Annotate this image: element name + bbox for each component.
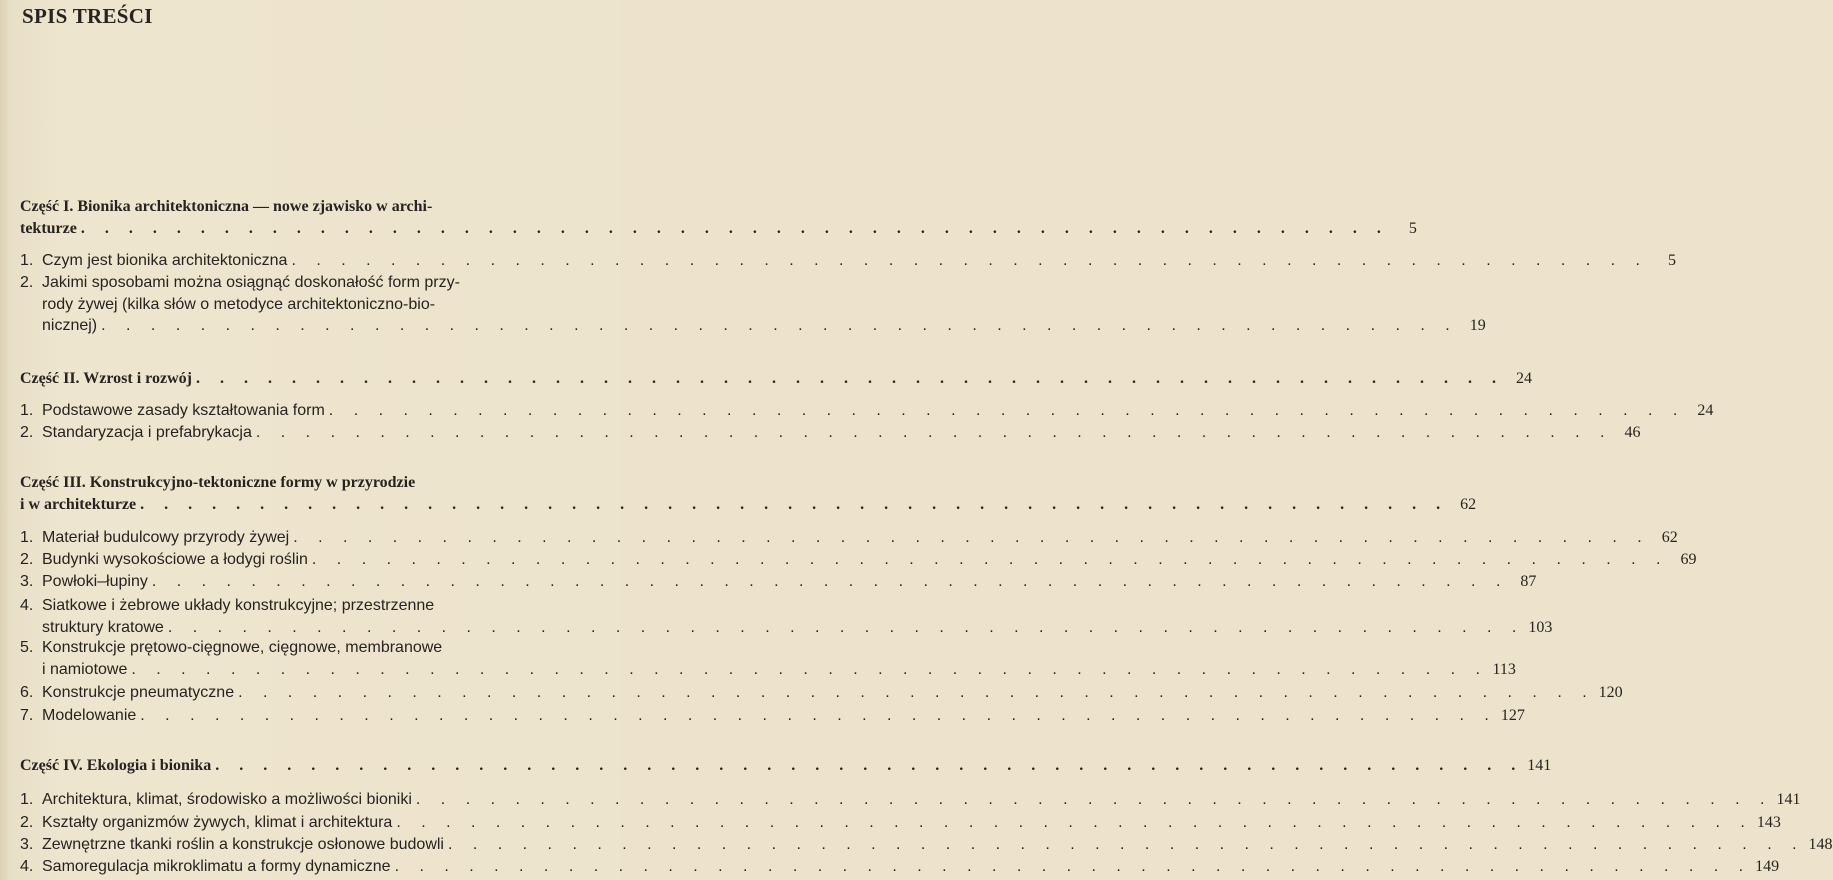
toc-entry[interactable]: 2. Standaryzacja i prefabrykacja . . . 46 [20,422,616,444]
toc-entry[interactable]: 6. Konstrukcje pneumatyczne . . . 120 [20,682,616,704]
toc-entry[interactable]: 4. Samoregulacja mikroklimatu a formy dynamiczne . . . 149 [20,856,616,878]
toc-entry[interactable]: 1. Czym jest bionika architektoniczna . . . 5 [20,250,616,272]
page-number: 113 [1492,660,1516,678]
page-number: 19 [1469,317,1486,334]
page-number: 143 [1756,814,1781,831]
toc-entry[interactable]: 2. Jakimi sposobami można osiągnąć doskonałość form przy- rody żywej (kilka słów o metodyce architektoniczno-bio- nicznej) . . . 19 [20,272,616,337]
page-number: 69 [1680,551,1697,568]
page-number: 127 [1500,707,1525,724]
toc-entry[interactable]: 2. Budynki wysokościowe a łodygi roślin . . . 69 [20,549,616,571]
toc-part-3[interactable]: Część III. Konstrukcyjno-tektoniczne formy w przyrodzie i w architekturze . . . 62 [20,472,616,516]
page-number: 46 [1624,424,1641,441]
page-number: 141 [1776,791,1801,808]
toc-entry[interactable]: 4. Siatkowe i żebrowe układy konstrukcyjne; przestrzenne struktury kratowe . . . 103 [20,595,616,638]
page-number: 5 [1667,252,1676,269]
toc-entry[interactable]: 1. Architektura, klimat, środowisko a możliwości bioniki . . . 141 [20,789,616,811]
toc-part-2[interactable]: Część II. Wzrost i rozwój . . . 24 [20,368,616,390]
dot-leader [81,218,1389,240]
toc-part-4[interactable]: Część IV. Ekologia i bionika . . . 141 [20,755,616,777]
page-number: 24 [1515,370,1532,387]
part-label-line: Część I. Bionika architektoniczna — nowe zjawisko w archi- [20,198,433,215]
page-number: 148 [1808,836,1833,853]
page-number: 141 [1527,757,1552,774]
page-number: 149 [1755,858,1780,875]
page-number: 62 [1661,529,1678,546]
toc-part-1[interactable] [20,196,1417,240]
page-number: 5 [1408,220,1417,237]
toc-entry[interactable]: 2. Kształty organizmów żywych, klimat i architektura . . . 143 [20,812,616,834]
toc-entry[interactable]: 3. Zewnętrzne tkanki roślin a konstrukcje osłonowe budowli . . . 148 [20,834,616,856]
page-number: 24 [1697,402,1714,419]
page-number: 120 [1598,684,1623,701]
toc-entry[interactable]: 1. Materiał budulcowy przyrody żywej . . . 62 [20,527,616,549]
page-number: 62 [1460,496,1477,513]
page-number: 87 [1520,573,1537,590]
toc-entry[interactable]: 7. Modelowanie . . . 127 [20,705,616,727]
page-number: 103 [1528,618,1553,636]
page-title: SPIS TREŚCI [22,4,153,28]
part-label-line: tekturze . . . 5 [20,218,616,240]
toc-entry[interactable]: 5. Konstrukcje prętowo-cięgnowe, cięgnowe, membranowe i namiotowe . . . 113 [20,637,616,680]
toc-entry[interactable]: 3. Powłoki–łupiny . . . 87 [20,571,616,593]
toc-entry[interactable]: 1. Podstawowe zasady kształtowania form . . . 24 [20,400,616,422]
